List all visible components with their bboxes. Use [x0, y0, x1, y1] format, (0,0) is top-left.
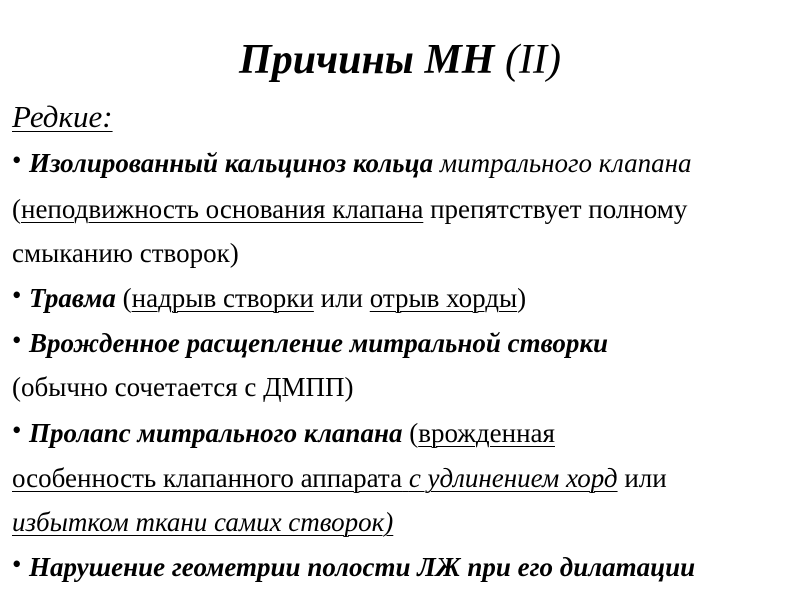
- title-numeral-group: [505, 37, 561, 83]
- item-2-underlined-2: отрыв хорды: [369, 283, 518, 313]
- section-subtitle: Редкие:: [12, 99, 113, 134]
- list-item-4-line-2: [12, 460, 667, 496]
- item-5-bold: Нарушение геометрии полости ЛЖ при его дилатации: [29, 552, 696, 582]
- bullet-icon: •: [12, 415, 22, 445]
- slide-title: [0, 32, 800, 88]
- bullet-icon: •: [12, 280, 22, 310]
- item-4-underlined-1: врожденная: [418, 418, 555, 448]
- item-4-open: (: [402, 418, 419, 448]
- item-4-underlined-italic: с удлинением хорд: [408, 463, 618, 493]
- item-4-underlined-italic-2: избытком ткани самих створок): [12, 507, 394, 537]
- bullet-icon: •: [12, 325, 22, 355]
- bullet-icon: •: [12, 549, 22, 579]
- item-2-close: ): [517, 283, 527, 313]
- title-main: Причины МН: [239, 37, 495, 83]
- list-item-5: [12, 549, 695, 585]
- title-close-paren: ): [546, 37, 561, 83]
- item-1-open-paren: (: [12, 194, 21, 224]
- item-1-rest: препятствует полному: [423, 194, 688, 224]
- item-3-bold: Врожденное расщепление митральной створки: [29, 328, 609, 358]
- item-1-bold: Изолированный кальциноз кольца: [29, 148, 434, 178]
- bullet-icon: •: [12, 145, 22, 175]
- item-4-underlined-space: [402, 463, 409, 493]
- item-4-line-2-rest: или: [617, 463, 667, 493]
- item-1-underlined: неподвижность основания клапана: [21, 194, 424, 224]
- item-4-underlined-2: особенность клапанного аппарата: [12, 463, 403, 493]
- title-numeral: II: [518, 37, 547, 83]
- list-item-2: [12, 280, 526, 316]
- item-2-open: (: [115, 283, 132, 313]
- list-item-1-line-3: смыканию створок): [12, 238, 239, 268]
- title-open-paren: (: [504, 37, 519, 83]
- item-1-italic: митрального клапана: [433, 148, 692, 178]
- item-2-underlined-1: надрыв створки: [131, 283, 314, 313]
- list-item-4-line-3: [12, 504, 393, 540]
- list-item-4-line-1: [12, 415, 555, 451]
- list-item-1-line-2: [12, 191, 687, 227]
- item-4-bold: Пролапс митрального клапана: [29, 418, 403, 448]
- list-item-1-line-1: [12, 145, 691, 181]
- item-2-bold: Травма: [29, 283, 116, 313]
- item-2-mid: или: [313, 283, 370, 313]
- list-item-3-line-1: [12, 325, 608, 361]
- list-item-3-line-2: (обычно сочетается с ДМПП): [12, 372, 354, 402]
